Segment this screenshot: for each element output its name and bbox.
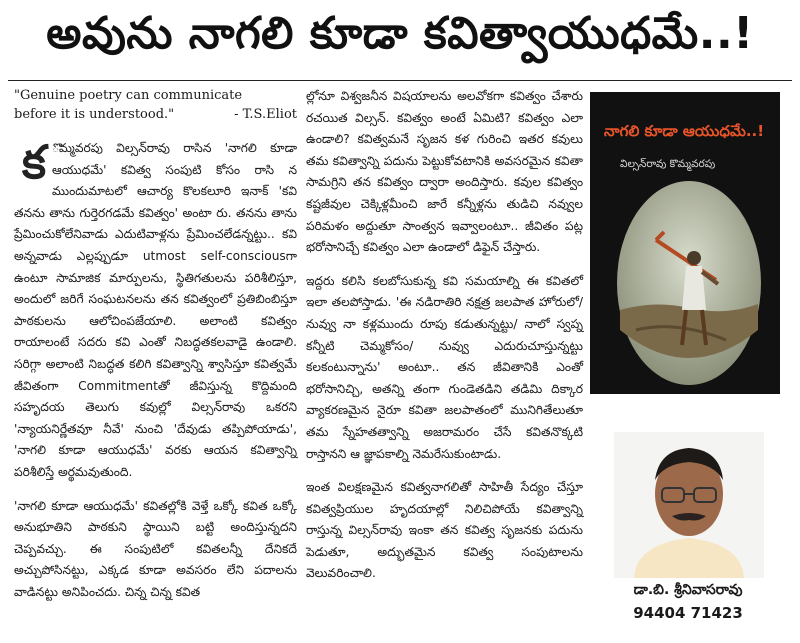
farmer-illustration [616, 180, 762, 386]
book-cover-title: నాగలి కూడా ఆయుధమే..! [604, 122, 765, 140]
book-cover-image [590, 92, 780, 394]
paragraph-intro [14, 135, 297, 484]
reviewer-name: డా.బి. శ్రీనివాసరావు [633, 582, 743, 598]
drop-cap: క [22, 135, 47, 189]
quote-author: - T.S.Eliot [234, 107, 297, 122]
epigraph-quote [14, 86, 297, 124]
paragraph-quote-excerpt: ఇద్దరు కలిసి కలబోసుకున్న కవి సమయాల్ని ఈ కవితలో ఇలా తలపోస్తాడు. 'ఈ నడిరాతిరి నక్షత్ర జలపాత హోరులో/ నువ్వు నా కళ్లముందు రూపు కడుతున్నట్టు/ నాలో స్వప్న కన్నీటి చెమ్మకోసం/ నువ్వు ఎదురుచూస్తున్నట్టు కలకంటున్నాను' అంటూ.. తన జీవితానికి ఎంతో భరోసానిచ్చి, అతన్ని తంగా గుండెతడిని తడిమి దిక్కార వ్యాకరణమైన నైరూ కవితా జలపాతంలో మునిగితేలుతూ తమ స్నేహతత్వాన్ని అజరామరం చేసే కవితనొక్కటి రాస్తానని ఆ జ్ఞాపకాల్ని నెమరేసుకుంటాడు. [306, 273, 583, 461]
paragraph-conclusion: ఇంత విలక్షణమైన కవిత్వనాగలితో సాహితీ సేద్యం చేస్తూ కవిత్వప్రియుల హృదయాల్లో నిలిచిపోయే కవిత్వాన్ని రాస్తున్న విల్సన్‌రావు ఇంకా తన కవిత్వ సృజనకు పదును పెడుతూ, అద్భుతమైన కవిత్వ సంపుటాలను వెలువరించాలి. [306, 480, 583, 581]
paragraph-intro-text: ొమ్మవరపు విల్సన్‌రావు రాసిన 'నాగలి కూడా ఆయుధమే' కవిత్వ సంపుటి కోసం రాసి న ముందుమాటలో ఆచార్య కొలకలూరి ఇనాక్ 'కవి తనను తాను గుర్తెరగడమే కవిత్వం' అంటా రు. తనను తాను ప్రేమించుకోలేనివాడు ఎదుటివాళ్లను ప్రేమించలేడన్నట్టు.. కవి అన్నవాడు ఎల్లప్పుడూ utmost self-consciousగా ఉంటూ సామాజిక మార్పులను, స్థితిగతులను పరిశీలిస్తూ, అందులో జరిగే సంఘటనలను తన కవిత్వంలో ప్రతిబింబిస్తూ పాఠకులను ఆలోచింపజేయాలి. అలాంటి కవిత్వం రాయాలంటే సదరు కవి ఎంతో నిబద్ధతకలవాడై ఉండాలి. సరిగ్గా అలాంటి నిబద్ధత కలిగి కవిత్వాన్ని శ్వాసిస్తూ కవిత్వమే జీవితంగా Commitmentతో జీవిస్తున్న కొద్దిమంది సహృదయ తెలుగు కవుల్లో విల్సన్‌రావు ఒకరని 'న్యాయనిర్ణేతవూ నీవే' నుంచి 'దేవుడు తప్పిపోయాడు', 'నాగలి కూడా ఆయుధమే' వరకు ఆయన కవిత్వాన్ని పరిశీలిస్తే అర్థమవుతుంది. [14, 141, 297, 479]
paragraph-continuation: ల్లోనూ విశ్వజనీన విషయాలను అలవోకగా కవిత్వం చేశారు రచయిత విల్సన్. కవిత్వం అంటే ఏమిటి? కవిత్వం ఎలా ఉండాలి? కవిత్వమనే సృజన కళ గురించి ఇతర కవులు తమ కవిత్వాన్ని పదును పెట్టుకోవటానికి అవసరమైన కవితా సామగ్రిని తన కవిత్వం ద్వారా అందిస్తారు. కవుల కవిత్వం కష్టజీవుల చెక్కిళ్లమీంచి జారే కన్నీళ్లను తుడిచి నవ్వుల పరిమళం అద్దుతూ సాంత్వన ఇవ్వాలంటూ.. జీవితం పట్ల భరోసానిచ్చే కవిత్వం ఎలా ఉండాలో డిఫైన్ చేస్తారు. [306, 89, 583, 255]
quote-line-2: before it is understood." [14, 107, 175, 122]
reviewer-portrait-icon [614, 432, 764, 578]
reviewer-phone: 94404 71423 [633, 604, 743, 622]
reviewer-photo [614, 432, 764, 578]
book-cover-author: విల్సన్‌రావు కొమ్మవరపు [620, 158, 716, 170]
article-column-2 [306, 86, 583, 585]
paragraph-poems: 'నాగలి కూడా ఆయుధమే' కవితల్లోకి వెళ్తే ఒక్కో కవిత ఒక్కో అనుభూతిని పాఠకుని స్థాయిని బట్టి అందిస్తున్నదని చెప్పవచ్చు. ఈ సంపుటిలో కవితలన్నీ దేనికదే అచ్చుపోసినట్టు, ఎక్కడ కూడా అవసరం లేని పదాలను వాడినట్టు అనిపించదు. చిన్న చిన్న కవిత [14, 498, 297, 599]
quote-line-1: "Genuine poetry can communicate [14, 88, 243, 103]
headline-divider [8, 80, 792, 81]
article-column-1 [14, 86, 297, 603]
article-headline: అవును నాగలి కూడా కవిత్వాయుధమే..! [46, 8, 754, 59]
